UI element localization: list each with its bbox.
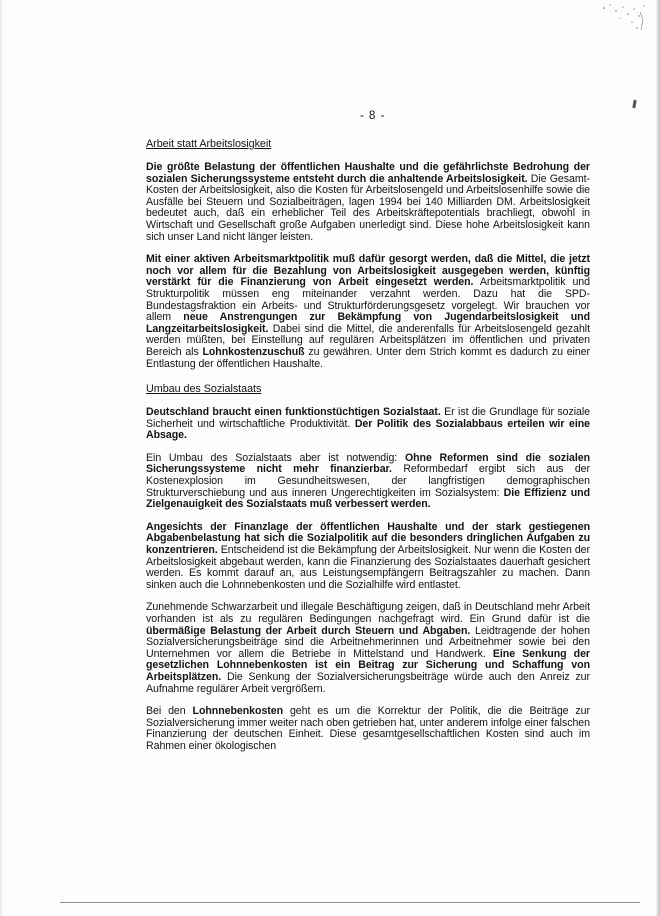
paragraph xyxy=(146,453,590,511)
scan-edge-right xyxy=(656,0,660,916)
scan-bottom-rule xyxy=(60,902,640,903)
text-run-bold: Die Effizienz und Zielgenauigkeit des Sozialstaats muß verbessert werden. xyxy=(146,486,590,511)
paragraph xyxy=(146,407,590,442)
text-run-bold: Angesichts der Finanzlage der öffentlichen Haushalte und der stark gestiegenen Abgabenbelastung hat sich die Sozialpolitik auf die besonders dringlichen Aufgaben zu konzentrieren. xyxy=(146,520,590,557)
scan-speckle-decoration xyxy=(592,2,652,38)
margin-mark xyxy=(632,100,636,108)
page-number: - 8 - xyxy=(360,110,386,122)
text-run-bold: Die größte Belastung der öffentlichen Haushalte und die gefährlichste Bedrohung der sozialen Sicherungssysteme entsteht durch die anhaltende Arbeitslosigkeit. xyxy=(146,161,590,185)
text-run: Leidtragende der hohen Sozialversicherungsbeiträge sind die Arbeitnehmerinnen und Arbeitnehmer sowie bei den Unternehmen vor allem die Betriebe in Mittelstand und Handwerk. xyxy=(146,624,590,660)
text-run-bold: Eine Senkung der gesetzlichen Lohnnebenkosten ist ein Beitrag zur Sicherung und Schaffung von Arbeitsplätzen. xyxy=(146,647,590,683)
document-body xyxy=(146,138,590,764)
text-run: Er ist die Grundlage für soziale Sicherheit und wirtschaftliche Produktivität. xyxy=(146,406,590,430)
scan-edge-left xyxy=(0,0,2,916)
paragraph xyxy=(146,706,590,752)
text-run: Dabei sind die Mittel, die anderenfalls für Arbeitslosengeld gezahlt werden müßten, bei Einstellung auf regulären Arbeitsplätzen im öffentlichen und privaten Bereich als xyxy=(146,322,590,358)
section-heading: Umbau des Sozialstaats xyxy=(146,383,262,396)
text-run-bold: Deutschland braucht einen funktionstüchtigen Sozialstaat. xyxy=(146,406,441,419)
text-run-bold: Lohnnebenkosten xyxy=(192,705,284,718)
text-run-bold: übermäßige Belastung der Arbeit durch Steuern und Abgaben. xyxy=(146,624,471,637)
paragraph xyxy=(146,522,590,592)
text-run: zu gewähren. Unter dem Strich kommt es dadurch zu einer Entlastung der öffentlichen Haushalte. xyxy=(146,345,590,370)
text-run-bold: Mit einer aktiven Arbeitsmarktpolitik muß dafür gesorgt werden, daß die Mittel, die jetzt noch vor allem für die Bezahlung von Arbeitslosigkeit ausgegeben werden, künftig verstärkt für die Finanzierung von Arbeit eingesetzt werden. xyxy=(146,253,590,289)
text-run-bold: Der Politik des Sozialabbaus erteilen wir eine Absage. xyxy=(146,417,590,442)
paragraph xyxy=(146,254,590,370)
text-run: Reformbedarf ergibt sich aus der Kostenexplosion im Gesundheitswesen, der langfristigen demographischen Strukturverschiebung und aus inneren Ungerechtigkeiten im Sozialsystem: xyxy=(146,463,590,499)
text-run: Die Gesamt-Kosten der Arbeitslosigkeit, also die Kosten für Arbeitslosengeld und Arbeitslosenhilfe sowie die Ausfälle bei Steuern und Sozialbeiträgen, lagen 1994 bei 140 Milliarden DM. Arbeitslosigkeit bedeutet auch, daß ein erheblicher Teil des Arbeitskräftepotentials brachliegt, obwohl in Wirtschaft und Gesellschaft große Aufgaben unerledigt sind. Diese hohe Arbeitslosigkeit kann sich unser Land nicht länger leisten. xyxy=(146,172,590,243)
paragraph xyxy=(146,162,590,243)
text-run: geht es um die Korrektur der Politik, die die Beiträge zur Sozialversicherung immer weiter nach oben getrieben hat, unter anderem infolge einer falschen Finanzierung der deutschen Einheit. Diese gesamtgesellschaftlichen Kosten sind auch im Rahmen einer ökologischen xyxy=(146,705,590,752)
text-run: Entscheidend ist die Bekämpfung der Arbeitslosigkeit. Nur wenn die Kosten der Arbeitslosigkeit abgebaut werden, kann die Finanzierung des Sozialstaates dauerhaft gesichert werden. Es kommt darauf an, aus Leistungsempfängern Beitragszahler zu machen. Dann sinken auch die Lohnnebenkosten und die Sozialhilfe wird entlastet. xyxy=(146,544,590,591)
text-run-bold: Ohne Reformen sind die sozialen Sicherungssysteme nicht mehr finanzierbar. xyxy=(146,451,590,476)
text-run: Zunehmende Schwarzarbeit und illegale Beschäftigung zeigen, daß in Deutschland mehr Arbeit vorhanden ist als zu regulären Bedingungen nachgefragt wird. Ein Grund dafür ist die xyxy=(146,601,590,625)
text-run: Ein Umbau des Sozialstaats aber ist notwendig: xyxy=(146,451,405,464)
text-run: Arbeitsmarktpolitik und Strukturpolitik müssen eng miteinander verzahnt werden. Dazu hat die SPD-Bundestagsfraktion ein Arbeits- und Strukturförderungsgesetz vorgelegt. Wir brauchen vor allem xyxy=(146,276,590,324)
section-heading: Arbeit statt Arbeitslosigkeit xyxy=(146,138,272,150)
text-run-bold: neue Anstrengungen zur Bekämpfung von Jugendarbeitslosigkeit und Langzeitarbeitslosigkeit. xyxy=(146,311,590,335)
text-run-bold: Lohnkostenzuschuß xyxy=(202,345,305,358)
paragraph xyxy=(146,602,590,695)
text-run: Die Senkung der Sozialversicherungsbeiträge würde auch den Anreiz zur Aufnahme regulärer Arbeit vergrößern. xyxy=(146,670,590,695)
text-run: Bei den xyxy=(146,705,193,718)
